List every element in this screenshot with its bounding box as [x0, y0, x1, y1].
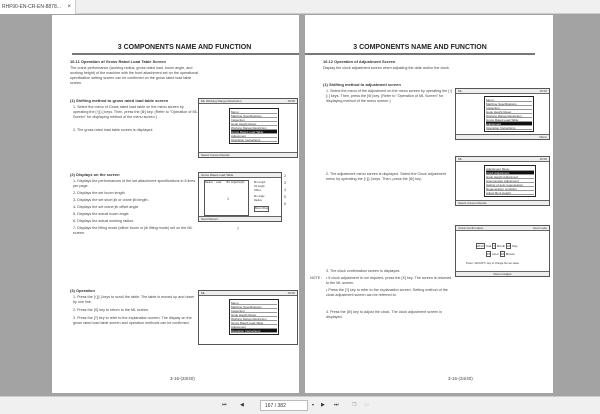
- operation-step: 1. Press the [↑][↓] keys to scroll the table. The table is moved up and down by one line.: [73, 295, 195, 304]
- subheading-1: (1) Shifting method to adjustment screen: [323, 82, 401, 87]
- fig-title: ML: [201, 291, 206, 295]
- first-page-button[interactable]: ⏮: [222, 402, 227, 408]
- menu-item: Adjustment Menu: [486, 167, 534, 171]
- callout: 7: [237, 227, 240, 231]
- minute-value: 30: [500, 252, 504, 256]
- label: Radius: [254, 199, 262, 202]
- fig-title: ML Working Range Restriction: [201, 99, 242, 103]
- label: Boom lifting: [255, 207, 269, 210]
- menu-item: Regeneration condition: [486, 187, 534, 191]
- display-item: 2- Displays the set boom length.: [73, 191, 126, 195]
- label: Jib length: [254, 185, 265, 188]
- hour-label: Hour: [492, 252, 499, 256]
- display-item: 4- Displays the set crane jib offset angle.: [73, 205, 140, 209]
- close-tab-icon[interactable]: ×: [67, 4, 71, 10]
- clock-confirmation-figure: [455, 225, 550, 277]
- subheading-2: (2) Displays on the screen: [70, 172, 120, 177]
- pdf-toolbar: [0, 396, 600, 414]
- title-rule: [305, 53, 535, 55]
- col-header: Load: [215, 181, 222, 184]
- fig-time: 15:00: [539, 89, 547, 93]
- tab-bar: [0, 0, 600, 14]
- fit-page-icon[interactable]: ▭: [364, 402, 369, 408]
- fig-title: ML: [458, 157, 463, 161]
- menu-item: Menu: [231, 301, 277, 305]
- fig-footer: Return Adjust: [456, 271, 549, 276]
- menu-item: Menu: [231, 110, 277, 114]
- month-value: 7: [493, 244, 496, 248]
- menu-item: Operation Instructions: [486, 126, 532, 130]
- menu-item: Machine Specifications: [486, 102, 532, 106]
- display-item: 3- Displays the set short jib or crane jib length.: [73, 198, 149, 202]
- menu-item: Hook Height Reset: [231, 122, 277, 126]
- last-page-button[interactable]: ⏭: [334, 402, 339, 408]
- operation-step: 2. Press the [X] key to return to the ML screen.: [73, 308, 150, 312]
- subheading-3: (3) Operation: [70, 288, 95, 293]
- page-title: 3 COMPONENTS NAME AND FUNCTION: [353, 44, 487, 51]
- section-heading: 16.12 Operation of Adjustment Screen: [323, 59, 396, 64]
- month-label: Month: [496, 244, 506, 248]
- menu-item: Machine Specifications: [231, 114, 277, 118]
- callout: 5: [284, 195, 286, 199]
- document-tab[interactable]: [0, 0, 76, 14]
- note-item: • If clock adjustment is not required, press the [X] key. The screen is returned to the ML screen.: [326, 276, 452, 285]
- col-header: Height: [237, 181, 245, 184]
- title-rule: [72, 53, 299, 55]
- fig-footer: Menu: [456, 134, 549, 139]
- page-number-input[interactable]: 167 / 382: [260, 400, 308, 411]
- step-1: 1. Select the menu of Gross rated load table on the menu screen by operating the [↑][↓] keys. Then, press the [⚙] key. (Refer to "Operation of ML Screen" for displaying method of the menu screen.): [73, 105, 198, 119]
- col-header: Bm angle: [226, 181, 238, 184]
- menu-item-selected: Adjustment: [486, 122, 532, 126]
- step-1: 1. Select the menu of the Adjustment on the menu screen by operating the [↑][↓] keys. Then, press the [⚙] key. (Refer to "Operation of ML Screen" for displaying method of the menu screen.): [326, 89, 453, 103]
- callout: 3: [284, 181, 286, 185]
- menu-item: Adjustment: [231, 134, 277, 138]
- fig-title: Gross Rated Load Table: [199, 173, 281, 178]
- fig-time: 15:00: [287, 99, 295, 103]
- menu-item: Machine Specifications: [231, 305, 277, 309]
- menu-item-selected: Gross Rated Load Table: [231, 130, 277, 134]
- page-right: [305, 15, 553, 393]
- fig-title: ML: [458, 89, 463, 93]
- page-dropdown-icon[interactable]: ▾: [312, 402, 315, 407]
- display-item: 5- Displays the actual boom angle.: [73, 212, 130, 216]
- menu-item: Adjust Bent Height: [486, 191, 534, 195]
- prev-page-button[interactable]: ◀: [240, 402, 244, 408]
- menu-item: Setting of auto regeneration: [486, 183, 534, 187]
- menu-item: Inspection: [231, 118, 277, 122]
- menu-item: Operation Instructions: [231, 138, 277, 142]
- step-4: 4. Press the [⚙] key to adjust the clock. The clock adjustment screen is displayed.: [326, 310, 442, 319]
- day-label: Day: [512, 244, 518, 248]
- page-number: 3-16-(34/40): [448, 376, 473, 381]
- col-header: Radius: [205, 181, 213, 184]
- menu-item-selected: Clock Adjustment: [486, 171, 534, 175]
- fig-title: Clock Confirmation: [458, 226, 484, 230]
- day-value: 20: [507, 244, 511, 248]
- load-table-figure: [198, 172, 282, 222]
- year-label: Year: [485, 244, 492, 248]
- fig-message: Press <ADJUST> key to change the set value.: [466, 262, 520, 265]
- page-title: 3 COMPONENTS NAME AND FUNCTION: [117, 44, 252, 51]
- minute-label: Minute: [505, 252, 515, 256]
- callouts: [284, 173, 286, 208]
- callout: 2: [284, 174, 286, 178]
- fig-field: Isuit mode: [533, 226, 547, 230]
- callout: 6: [284, 202, 286, 206]
- display-item: 1- Displays the performances of the set attachment specifications in 8 lines per page.: [73, 179, 196, 188]
- fig-time: 15:00: [539, 157, 547, 161]
- fig-footer: Scroll Return: [199, 216, 281, 221]
- display-item: 7- Displays the lifting mode (either boom or jib lifting mode) set on the ML screen.: [73, 226, 193, 235]
- menu-item: Menu: [486, 98, 532, 102]
- menu-item: Gross Rated Load Table: [231, 321, 277, 325]
- year-value: 2013: [477, 244, 484, 248]
- copy-icon[interactable]: ❐: [352, 402, 357, 408]
- menu-item: Hook Height Reset: [486, 110, 532, 114]
- menu-item: Hook Height Adjustment: [486, 175, 534, 179]
- page-left: [52, 15, 299, 393]
- step-2: 2. The gross rated load table screen is displayed.: [73, 128, 154, 132]
- note-label: NOTE :: [310, 276, 323, 280]
- fig-footer: Select Cancel Decide: [456, 200, 549, 205]
- intro-text: Display the clock adjustment screen when adjusting the date and/or the clock.: [323, 66, 450, 70]
- step-3: 3. The clock confirmation screen is displayed.: [326, 269, 401, 273]
- fig-time: 15:00: [287, 291, 295, 295]
- display-item: 6- Displays the actual working radius.: [73, 219, 135, 223]
- section-heading: 16.11 Operation of Gross Rated Load Table Screen: [70, 59, 166, 64]
- adjustment-menu-figure: [455, 156, 550, 206]
- menu-item: Gross Rated Load Table: [486, 118, 532, 122]
- page-number: 3-16-(33/40): [170, 376, 195, 381]
- fig-footer: Select Cancel Decide: [199, 152, 297, 157]
- ml-menu-figure-2: [198, 290, 298, 345]
- menu-item: Working Range Restriction: [231, 317, 277, 321]
- step-2: 2. The adjustment menu screen is displayed. Select the Clock adjustment menu by operating the [↑][↓] keys. Then, press the [⚙] key.: [326, 172, 446, 181]
- label: Bm length: [254, 181, 266, 184]
- tab-title: RHF90-EN-CR-EN-8878...: [2, 4, 61, 10]
- hour-value: 15: [487, 252, 491, 256]
- menu-item-selected: Operation Instructions: [231, 329, 277, 333]
- note-item: • Press the [?] key to refer to the explanation screen. Setting method of the clock adjustment screen can be referred to.: [326, 288, 448, 297]
- callout: 4: [284, 188, 286, 192]
- menu-item: Working Range Restriction: [231, 126, 277, 130]
- menu-item: Anemometer Adjustment: [486, 179, 534, 183]
- menu-item: Inspection: [486, 106, 532, 110]
- label: Offset: [254, 189, 261, 192]
- menu-item: Hook Height Reset: [231, 313, 277, 317]
- menu-item: Working Range Restriction: [486, 114, 532, 118]
- menu-item: Inspection: [231, 309, 277, 313]
- menu-item: Adjustment: [231, 325, 277, 329]
- callout: 1: [227, 197, 230, 201]
- ml-menu-figure: [198, 98, 298, 158]
- operation-step: 3. Press the [?] key to refer to the explanation screen. The display on the gross rated load table screen and operation methods can be confirmed.: [73, 316, 192, 325]
- subheading-1: (1) Shifting method to gross rated load table screen: [70, 98, 169, 103]
- ml-menu-figure: [455, 88, 550, 140]
- next-page-button[interactable]: ▶: [321, 402, 325, 408]
- intro-text: The crane performance (working radius, gross rated load, boom angle, and working height) of the machine with the front attachment set on the operational specification setting screen can be confirmed on the gross rated load table screen.: [70, 66, 199, 85]
- label: Bm angle: [254, 195, 265, 198]
